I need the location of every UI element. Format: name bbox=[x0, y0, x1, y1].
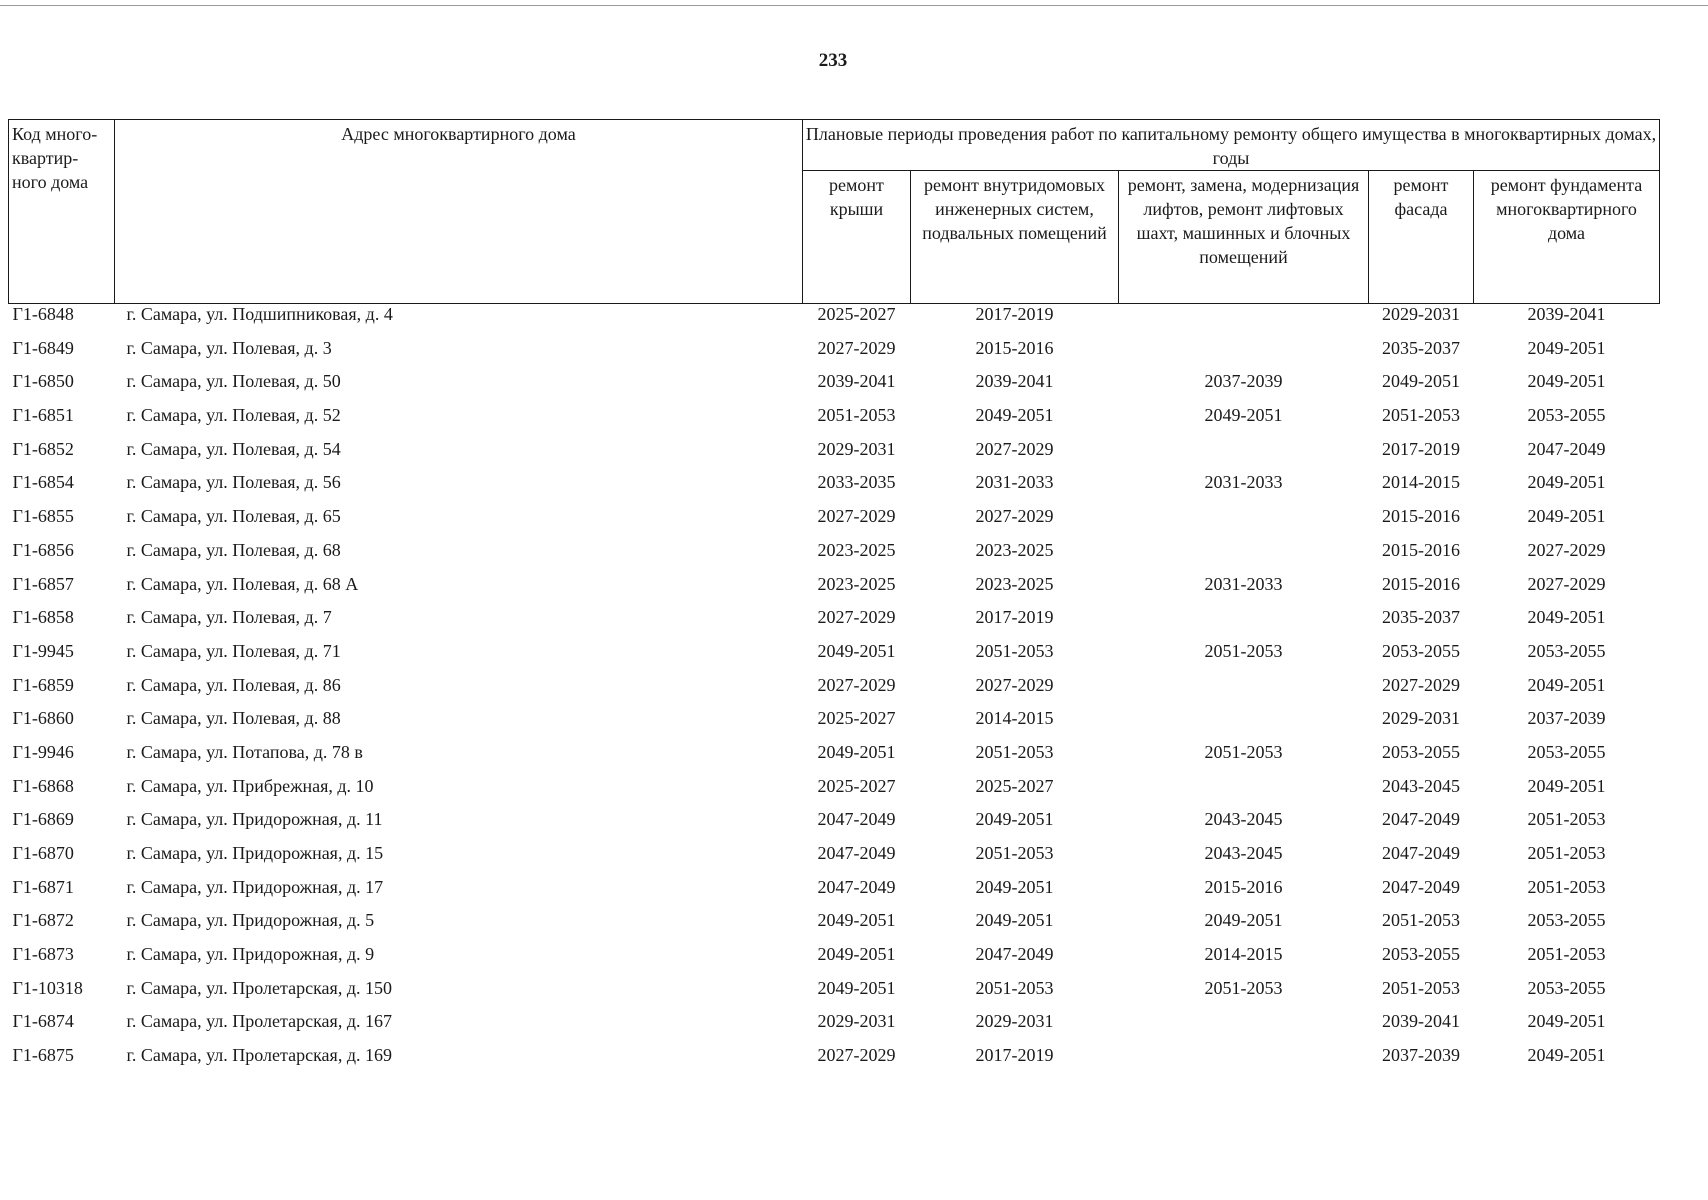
facade-period-cell: 2015-2016 bbox=[1382, 506, 1460, 527]
address-cell: г. Самара, ул. Полевая, д. 7 bbox=[126, 607, 332, 628]
building-code-cell: Г1-6869 bbox=[12, 809, 74, 830]
facade-period-cell: 2047-2049 bbox=[1382, 809, 1460, 830]
facade-period-cell: 2039-2041 bbox=[1382, 1011, 1460, 1032]
building-code-cell: Г1-6873 bbox=[12, 944, 74, 965]
address-cell: г. Самара, ул. Полевая, д. 71 bbox=[126, 640, 341, 661]
table-row bbox=[9, 472, 1660, 506]
building-code-cell: Г1-6870 bbox=[12, 843, 74, 863]
facade-period-cell: 2043-2045 bbox=[1382, 775, 1460, 796]
lift-period-cell bbox=[1119, 1011, 1369, 1045]
building-code-cell: Г1-6856 bbox=[12, 539, 74, 560]
roof-period-cell: 2029-2031 bbox=[817, 438, 896, 459]
foundation-period-cell: 2053-2055 bbox=[1527, 910, 1606, 931]
foundation-period-cell: 2049-2051 bbox=[1527, 674, 1606, 695]
roof-period-cell: 2025-2027 bbox=[817, 304, 896, 324]
roof-period-cell: 2039-2041 bbox=[817, 371, 896, 392]
roof-period-cell: 2027-2029 bbox=[817, 607, 896, 628]
roof-period-cell: 2023-2025 bbox=[817, 573, 896, 594]
lift-period-cell: 2051-2053 bbox=[1204, 977, 1283, 998]
header-facade-repair: ремонт фасада bbox=[1369, 171, 1474, 304]
foundation-period-cell: 2027-2029 bbox=[1527, 573, 1606, 594]
lift-period-cell: 2037-2039 bbox=[1204, 371, 1283, 392]
facade-period-cell: 2035-2037 bbox=[1382, 607, 1460, 628]
building-code-cell: Г1-6875 bbox=[12, 1045, 74, 1066]
address-cell: г. Самара, ул. Полевая, д. 65 bbox=[126, 506, 341, 527]
roof-period-cell: 2049-2051 bbox=[817, 977, 896, 998]
lift-period-cell: 2051-2053 bbox=[1204, 640, 1283, 661]
address-cell: г. Самара, ул. Прибрежная, д. 10 bbox=[126, 775, 374, 796]
building-code-cell: Г1-6851 bbox=[12, 405, 74, 426]
capital-repair-schedule-table bbox=[8, 119, 1660, 1079]
engineering-period-cell: 2049-2051 bbox=[975, 405, 1054, 426]
facade-period-cell: 2047-2049 bbox=[1382, 876, 1460, 897]
lift-period-cell bbox=[1119, 304, 1369, 338]
header-foundation-repair: ремонт фундамента многоквартирного дома bbox=[1474, 171, 1660, 304]
foundation-period-cell: 2049-2051 bbox=[1527, 337, 1606, 358]
roof-period-cell: 2049-2051 bbox=[817, 944, 896, 965]
lift-period-cell: 2049-2051 bbox=[1204, 405, 1283, 426]
building-code-cell: Г1-6857 bbox=[12, 573, 74, 594]
engineering-period-cell: 2027-2029 bbox=[975, 438, 1054, 459]
address-cell: г. Самара, ул. Придорожная, д. 11 bbox=[126, 809, 383, 830]
lift-period-cell: 2014-2015 bbox=[1204, 944, 1283, 965]
engineering-period-cell: 2025-2027 bbox=[975, 775, 1054, 796]
foundation-period-cell: 2047-2049 bbox=[1527, 438, 1606, 459]
building-code-cell: Г1-6860 bbox=[12, 708, 74, 729]
lift-period-cell bbox=[1119, 708, 1369, 742]
lift-period-cell bbox=[1119, 439, 1369, 473]
address-cell: г. Самара, ул. Потапова, д. 78 в bbox=[126, 741, 363, 762]
roof-period-cell: 2027-2029 bbox=[817, 506, 896, 527]
lift-period-cell bbox=[1119, 675, 1369, 709]
engineering-period-cell: 2031-2033 bbox=[975, 472, 1054, 493]
address-cell: г. Самара, ул. Полевая, д. 68 bbox=[126, 539, 341, 560]
table-row bbox=[9, 574, 1660, 608]
building-code-cell: Г1-6855 bbox=[12, 506, 74, 527]
roof-period-cell: 2029-2031 bbox=[817, 1011, 896, 1032]
foundation-period-cell: 2049-2051 bbox=[1527, 472, 1606, 493]
table-row bbox=[9, 1011, 1660, 1045]
building-code-cell: Г1-6858 bbox=[12, 607, 74, 628]
table-row bbox=[9, 641, 1660, 675]
building-code-cell: Г1-10318 bbox=[12, 977, 83, 998]
foundation-period-cell: 2039-2041 bbox=[1527, 304, 1606, 324]
address-cell: г. Самара, ул. Пролетарская, д. 167 bbox=[126, 1011, 392, 1032]
facade-period-cell: 2049-2051 bbox=[1382, 371, 1460, 392]
building-code-cell: Г1-6872 bbox=[12, 910, 74, 931]
facade-period-cell: 2053-2055 bbox=[1382, 944, 1460, 965]
engineering-period-cell: 2017-2019 bbox=[975, 607, 1054, 628]
table-row bbox=[9, 607, 1660, 641]
building-code-cell: Г1-6871 bbox=[12, 876, 74, 897]
table-body bbox=[9, 304, 1660, 1079]
lift-period-cell: 2015-2016 bbox=[1204, 876, 1283, 897]
address-cell: г. Самара, ул. Пролетарская, д. 169 bbox=[126, 1045, 392, 1066]
table-row bbox=[9, 338, 1660, 372]
table-row bbox=[9, 405, 1660, 439]
table-row bbox=[9, 506, 1660, 540]
foundation-period-cell: 2051-2053 bbox=[1527, 809, 1606, 830]
foundation-period-cell: 2051-2053 bbox=[1527, 843, 1606, 863]
building-code-cell: Г1-6868 bbox=[12, 775, 74, 796]
engineering-period-cell: 2027-2029 bbox=[975, 674, 1054, 695]
building-code-cell: Г1-6850 bbox=[12, 371, 74, 392]
address-cell: г. Самара, ул. Полевая, д. 86 bbox=[126, 674, 341, 695]
address-cell: г. Самара, ул. Придорожная, д. 17 bbox=[126, 876, 384, 897]
engineering-period-cell: 2017-2019 bbox=[975, 304, 1054, 324]
roof-period-cell: 2047-2049 bbox=[817, 843, 896, 863]
table-row bbox=[9, 675, 1660, 709]
engineering-period-cell: 2015-2016 bbox=[975, 337, 1054, 358]
table-row bbox=[9, 742, 1660, 776]
engineering-period-cell: 2027-2029 bbox=[975, 506, 1054, 527]
foundation-period-cell: 2049-2051 bbox=[1527, 1045, 1606, 1066]
engineering-period-cell: 2014-2015 bbox=[975, 708, 1054, 729]
roof-period-cell: 2047-2049 bbox=[817, 876, 896, 897]
foundation-period-cell: 2049-2051 bbox=[1527, 506, 1606, 527]
table-row bbox=[9, 439, 1660, 473]
address-cell: г. Самара, ул. Пролетарская, д. 150 bbox=[126, 977, 392, 998]
address-cell: г. Самара, ул. Полевая, д. 50 bbox=[126, 371, 341, 392]
address-cell: г. Самара, ул. Подшипниковая, д. 4 bbox=[126, 304, 393, 324]
address-cell: г. Самара, ул. Полевая, д. 68 А bbox=[126, 573, 359, 594]
address-cell: г. Самара, ул. Полевая, д. 3 bbox=[126, 337, 332, 358]
lift-period-cell bbox=[1119, 338, 1369, 372]
address-cell: г. Самара, ул. Полевая, д. 56 bbox=[126, 472, 341, 493]
engineering-period-cell: 2023-2025 bbox=[975, 573, 1054, 594]
building-code-cell: Г1-6852 bbox=[12, 438, 74, 459]
roof-period-cell: 2023-2025 bbox=[817, 539, 896, 560]
address-cell: г. Самара, ул. Полевая, д. 54 bbox=[126, 438, 341, 459]
building-code-cell: Г1-6854 bbox=[12, 472, 74, 493]
foundation-period-cell: 2051-2053 bbox=[1527, 876, 1606, 897]
lift-period-cell bbox=[1119, 506, 1369, 540]
address-cell: г. Самара, ул. Полевая, д. 52 bbox=[126, 405, 341, 426]
table-row bbox=[9, 809, 1660, 843]
lift-period-cell: 2043-2045 bbox=[1204, 809, 1283, 830]
lift-period-cell: 2031-2033 bbox=[1204, 472, 1283, 493]
facade-period-cell: 2037-2039 bbox=[1382, 1045, 1460, 1066]
facade-period-cell: 2015-2016 bbox=[1382, 573, 1460, 594]
page-number: 233 bbox=[818, 50, 848, 71]
engineering-period-cell: 2051-2053 bbox=[975, 843, 1054, 863]
facade-period-cell: 2047-2049 bbox=[1382, 843, 1460, 863]
table-row bbox=[9, 978, 1660, 1012]
address-cell: г. Самара, ул. Полевая, д. 88 bbox=[126, 708, 341, 729]
roof-period-cell: 2051-2053 bbox=[817, 405, 896, 426]
building-code-cell: Г1-6848 bbox=[12, 304, 74, 324]
table-row bbox=[9, 910, 1660, 944]
engineering-period-cell: 2049-2051 bbox=[975, 809, 1054, 830]
engineering-period-cell: 2017-2019 bbox=[975, 1045, 1054, 1066]
header-engineering-systems-repair: ремонт внутридомовых инженерных систем, подвальных помещений bbox=[911, 171, 1119, 304]
table-row bbox=[9, 371, 1660, 405]
lift-period-cell bbox=[1119, 1045, 1369, 1079]
building-code-cell: Г1-6874 bbox=[12, 1011, 74, 1032]
table-header bbox=[9, 120, 1660, 304]
foundation-period-cell: 2049-2051 bbox=[1527, 1011, 1606, 1032]
header-lift-repair: ремонт, замена, модернизация лифтов, ремонт лифтовых шахт, машинных и блочных помещений bbox=[1119, 171, 1369, 304]
table-row bbox=[9, 776, 1660, 810]
lift-period-cell: 2051-2053 bbox=[1204, 741, 1283, 762]
foundation-period-cell: 2051-2053 bbox=[1527, 944, 1606, 965]
lift-period-cell bbox=[1119, 776, 1369, 810]
table-row bbox=[9, 304, 1660, 338]
facade-period-cell: 2014-2015 bbox=[1382, 472, 1460, 493]
building-code-cell: Г1-6849 bbox=[12, 337, 74, 358]
building-code-cell: Г1-9946 bbox=[12, 741, 74, 762]
lift-period-cell: 2031-2033 bbox=[1204, 573, 1283, 594]
building-code-cell: Г1-9945 bbox=[12, 640, 74, 661]
foundation-period-cell: 2053-2055 bbox=[1527, 640, 1606, 661]
roof-period-cell: 2049-2051 bbox=[817, 640, 896, 661]
foundation-period-cell: 2053-2055 bbox=[1527, 741, 1606, 762]
facade-period-cell: 2051-2053 bbox=[1382, 405, 1460, 426]
foundation-period-cell: 2053-2055 bbox=[1527, 977, 1606, 998]
top-rule bbox=[0, 5, 1708, 6]
roof-period-cell: 2049-2051 bbox=[817, 741, 896, 762]
engineering-period-cell: 2051-2053 bbox=[975, 977, 1054, 998]
header-building-code: Код много-квартир-ного дома bbox=[9, 120, 115, 304]
facade-period-cell: 2015-2016 bbox=[1382, 539, 1460, 560]
address-cell: г. Самара, ул. Придорожная, д. 9 bbox=[126, 944, 375, 965]
facade-period-cell: 2053-2055 bbox=[1382, 640, 1460, 661]
table-row bbox=[9, 540, 1660, 574]
roof-period-cell: 2047-2049 bbox=[817, 809, 896, 830]
address-cell: г. Самара, ул. Придорожная, д. 15 bbox=[126, 843, 384, 863]
table-row bbox=[9, 843, 1660, 877]
building-code-cell: Г1-6859 bbox=[12, 674, 74, 695]
foundation-period-cell: 2049-2051 bbox=[1527, 775, 1606, 796]
engineering-period-cell: 2049-2051 bbox=[975, 876, 1054, 897]
foundation-period-cell: 2049-2051 bbox=[1527, 371, 1606, 392]
engineering-period-cell: 2051-2053 bbox=[975, 741, 1054, 762]
facade-period-cell: 2051-2053 bbox=[1382, 910, 1460, 931]
engineering-period-cell: 2029-2031 bbox=[975, 1011, 1054, 1032]
foundation-period-cell: 2049-2051 bbox=[1527, 607, 1606, 628]
roof-period-cell: 2027-2029 bbox=[817, 337, 896, 358]
address-cell: г. Самара, ул. Придорожная, д. 5 bbox=[126, 910, 375, 931]
foundation-period-cell: 2053-2055 bbox=[1527, 405, 1606, 426]
facade-period-cell: 2051-2053 bbox=[1382, 977, 1460, 998]
lift-period-cell bbox=[1119, 607, 1369, 641]
lift-period-cell bbox=[1119, 540, 1369, 574]
roof-period-cell: 2025-2027 bbox=[817, 775, 896, 796]
lift-period-cell: 2043-2045 bbox=[1204, 843, 1283, 863]
foundation-period-cell: 2037-2039 bbox=[1527, 708, 1606, 729]
facade-period-cell: 2017-2019 bbox=[1382, 438, 1460, 459]
facade-period-cell: 2027-2029 bbox=[1382, 674, 1460, 695]
engineering-period-cell: 2049-2051 bbox=[975, 910, 1054, 931]
table-row bbox=[9, 1045, 1660, 1079]
table-row bbox=[9, 944, 1660, 978]
header-planned-periods: Плановые периоды проведения работ по капитальному ремонту общего имущества в многоквартирных домах, годы bbox=[803, 120, 1660, 171]
engineering-period-cell: 2023-2025 bbox=[975, 539, 1054, 560]
header-address: Адрес многоквартирного дома bbox=[115, 120, 803, 304]
facade-period-cell: 2029-2031 bbox=[1382, 708, 1460, 729]
table-row bbox=[9, 877, 1660, 911]
engineering-period-cell: 2051-2053 bbox=[975, 640, 1054, 661]
engineering-period-cell: 2047-2049 bbox=[975, 944, 1054, 965]
facade-period-cell: 2035-2037 bbox=[1382, 337, 1460, 358]
foundation-period-cell: 2027-2029 bbox=[1527, 539, 1606, 560]
lift-period-cell: 2049-2051 bbox=[1204, 910, 1283, 931]
facade-period-cell: 2029-2031 bbox=[1382, 304, 1460, 324]
roof-period-cell: 2027-2029 bbox=[817, 674, 896, 695]
facade-period-cell: 2053-2055 bbox=[1382, 741, 1460, 762]
roof-period-cell: 2049-2051 bbox=[817, 910, 896, 931]
roof-period-cell: 2025-2027 bbox=[817, 708, 896, 729]
header-roof-repair: ремонт крыши bbox=[803, 171, 911, 304]
engineering-period-cell: 2039-2041 bbox=[975, 371, 1054, 392]
table-row bbox=[9, 708, 1660, 742]
roof-period-cell: 2027-2029 bbox=[817, 1045, 896, 1066]
roof-period-cell: 2033-2035 bbox=[817, 472, 896, 493]
